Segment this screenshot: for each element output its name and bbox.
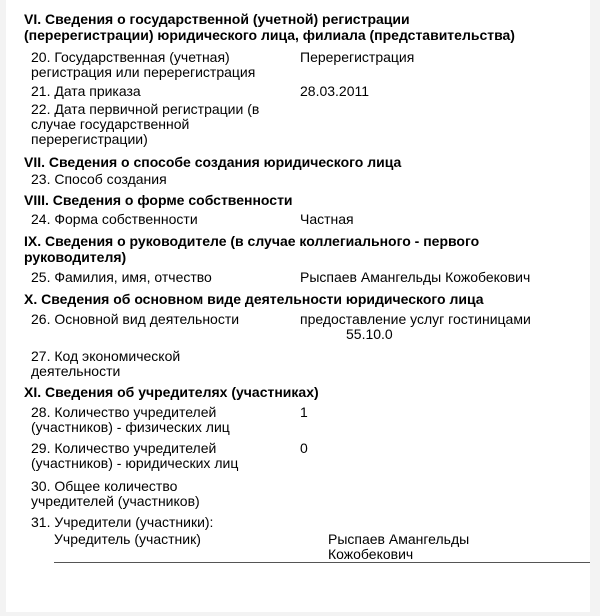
field-24-value: Частная [300,211,354,227]
founder-name [328,532,469,562]
field-28-value: 1 [300,404,308,420]
field-30-label-line1: 30. Общее количество [31,478,178,494]
field-20-label-line1: 20. Государственная (учетная) [31,49,230,65]
field-20-label-line2: регистрация или перерегистрация [31,64,256,80]
field-22-label-line3: перерегистрации) [31,131,148,147]
field-29-label-line1: 29. Количество учредителей [31,440,217,456]
page-frame-left [0,0,6,616]
section-ix-heading [24,233,479,265]
page-frame-right [590,0,600,616]
section-vi-heading-line2: (перерегистрации) юридического лица, филиала (представительства) [24,27,515,43]
field-21-value: 28.03.2011 [300,83,370,99]
section-vi-heading-line1: VI. Сведения о государственной (учетной) регистрации [24,11,410,27]
field-20-value: Перерегистрация [300,49,415,65]
field-27-label-line1: 27. Код экономической [31,348,181,364]
field-22-label-line2: случае государственной [31,116,190,132]
field-27-label-line2: деятельности [31,363,121,379]
page-frame-bottom [0,612,600,616]
field-26-label: 26. Основной вид деятельности [31,311,240,327]
field-28-label [31,405,230,435]
section-ix-heading-line2: руководителя) [24,249,127,265]
field-29-label-line2: (участников) - юридических лиц [31,455,239,471]
section-vi-heading [24,11,515,43]
field-22-label [31,102,259,147]
founder-name-line1: Рыспаев Амангельды [328,531,470,547]
field-23-label: 23. Способ создания [31,171,167,187]
section-ix-heading-line1: IX. Сведения о руководителе (в случае коллегиального - первого [24,233,480,249]
field-25-value: Рыспаев Амангельды Кожобекович [300,269,531,285]
field-31-label: 31. Учредители (участники): [31,514,214,530]
field-28-label-line1: 28. Количество учредителей [31,404,217,420]
field-30-label [31,479,200,509]
field-21-label: 21. Дата приказа [31,83,141,99]
field-26-value: предоставление услуг гостиницами [300,311,531,327]
section-viii-heading: VIII. Сведения о форме собственности [24,192,293,208]
field-29-value: 0 [300,440,308,456]
field-25-label: 25. Фамилия, имя, отчество [31,269,212,285]
section-xi-heading: XI. Сведения об учредителях (участниках) [24,384,319,400]
field-24-label: 24. Форма собственности [31,211,198,227]
field-26-code: 55.10.0 [346,326,393,342]
field-30-label-line2: учредителей (участников) [31,493,200,509]
field-28-label-line2: (участников) - физических лиц [31,419,230,435]
founder-name-line2: Кожобекович [328,546,414,562]
founder-role: Учредитель (участник) [54,531,201,547]
section-x-heading: X. Сведения об основном виде деятельности юридического лица [24,291,484,307]
field-20-label [31,50,255,80]
section-vii-heading: VII. Сведения о способе создания юридического лица [24,154,402,170]
field-22-label-line1: 22. Дата первичной регистрации (в [31,101,260,117]
field-27-label [31,349,180,379]
founder-divider [54,562,590,563]
field-29-label [31,441,238,471]
